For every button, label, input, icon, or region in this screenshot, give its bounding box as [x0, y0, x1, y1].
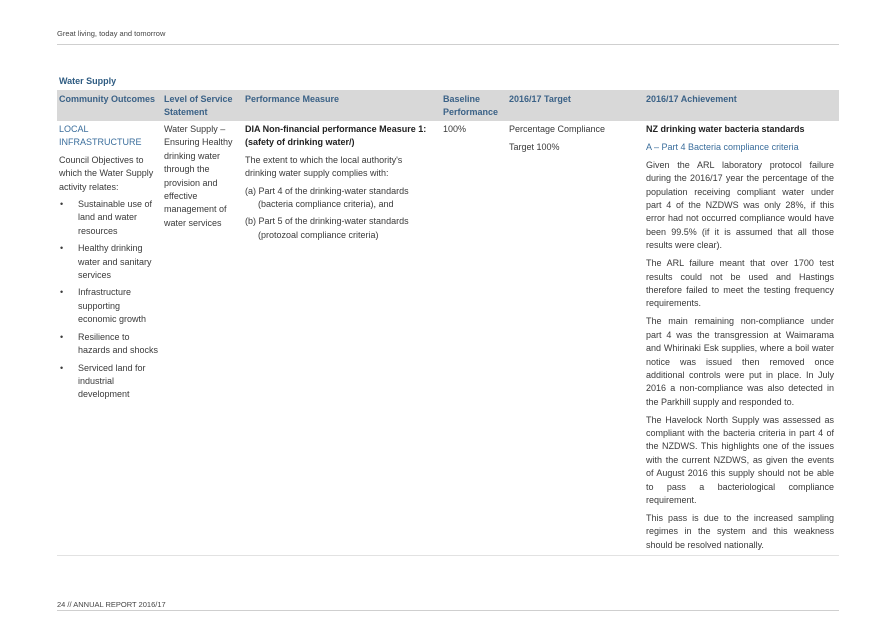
bullet-icon: • — [60, 199, 64, 210]
list-item — [59, 331, 159, 358]
footer-rule — [57, 610, 839, 611]
performance-measure-cell — [245, 123, 435, 246]
outcome-intro: Council Objectives to which the Water Supply activity relates: — [59, 154, 154, 192]
column-header-community-outcomes: Community Outcomes — [59, 94, 156, 104]
measure-title: DIA Non-financial performance Measure 1: (safety of drinking water/) — [245, 124, 427, 148]
column-header-target: 2016/17 Target — [509, 94, 571, 104]
column-header-performance-measure: Performance Measure — [245, 94, 340, 104]
list-item — [59, 198, 159, 238]
running-header: Great living, today and tomorrow — [57, 29, 166, 38]
table-bottom-rule — [57, 555, 839, 556]
bullet-text: Healthy drinking water and sanitary services — [78, 243, 152, 281]
header-rule — [57, 44, 839, 45]
bullet-text: Sustainable use of land and water resources — [78, 199, 153, 236]
achievement-cell — [646, 123, 834, 557]
bullet-icon: • — [60, 243, 64, 254]
measure-item-b: (b) Part 5 of the drinking-water standards (protozoal compliance criteria) — [245, 216, 409, 240]
outcome-bullet-list — [59, 198, 159, 402]
measure-item-a: (a) Part 4 of the drinking-water standards (bacteria compliance criteria), and — [245, 185, 409, 210]
baseline-value: 100% — [443, 124, 467, 134]
list-item — [59, 242, 159, 282]
column-header-level-of-service: Level of Service Statement — [164, 94, 233, 117]
achievement-paragraph: This pass is due to the increased sampling regimes in the system and this weakness should be resolved nationally. — [646, 512, 834, 550]
bullet-icon: • — [60, 331, 64, 342]
column-header-achievement: 2016/17 Achievement — [646, 94, 737, 104]
achievement-subtitle: A – Part 4 Bacteria compliance criteria — [646, 141, 799, 152]
baseline-cell — [443, 123, 503, 140]
section-title: Water Supply — [59, 76, 117, 86]
measure-intro: The extent to which the local authority's drinking water supply complies with: — [245, 154, 403, 179]
community-outcomes-cell — [59, 123, 159, 406]
target-line-1: Percentage Compliance — [509, 124, 606, 134]
list-item — [59, 362, 159, 402]
bullet-text: Serviced land for industrial development — [78, 362, 146, 400]
level-of-service-text: Water Supply – Ensuring Healthy drinking water through the provision and effective management of water services — [164, 124, 233, 228]
achievement-paragraph: Given the ARL laboratory protocol failure during the 2016/17 year the percentage of the population receiving compliant water under part 4 of the NZDWS was only 28%, if this error had not occurred compliance would have been 99.5% (if it is assumed that all those results were clear). — [646, 159, 834, 251]
achievement-paragraph: The Havelock North Supply was assessed as compliant with the bacteria criteria in part 4 of the NZDWS. This highlights one of the issues with the current NZDWS, as given the events of August 2016 this supply should not be able to pass a bacteriological compliance requirement. — [646, 414, 834, 506]
target-line-2: Target 100% — [509, 142, 560, 153]
list-item — [59, 286, 159, 326]
achievement-paragraph: The ARL failure meant that over 1700 test results could not be used and Hastings therefore failed to meet the testing frequency requirements. — [646, 258, 834, 309]
bullet-text: Infrastructure supporting economic growth — [78, 287, 147, 325]
bullet-icon: • — [60, 362, 64, 373]
bullet-text: Resilience to hazards and shocks — [78, 331, 159, 356]
level-of-service-cell — [164, 123, 242, 234]
outcome-heading: LOCAL INFRASTRUCTURE — [59, 124, 142, 148]
target-cell — [509, 123, 639, 159]
achievement-title: NZ drinking water bacteria standards — [646, 124, 805, 134]
bullet-icon: • — [60, 287, 64, 298]
column-header-baseline: Baseline Performance — [443, 94, 499, 117]
page-footer: 24 // ANNUAL REPORT 2016/17 — [57, 600, 166, 609]
achievement-paragraph: The main remaining non-compliance under part 4 was the transgression at Waimarama and Whirinaki Esk supplies, where a boil water notice was issued then removed once additional controls were put in place. In July 2016 a non-compliance was also detected in the Parkhill supply and responded to. — [646, 316, 834, 407]
